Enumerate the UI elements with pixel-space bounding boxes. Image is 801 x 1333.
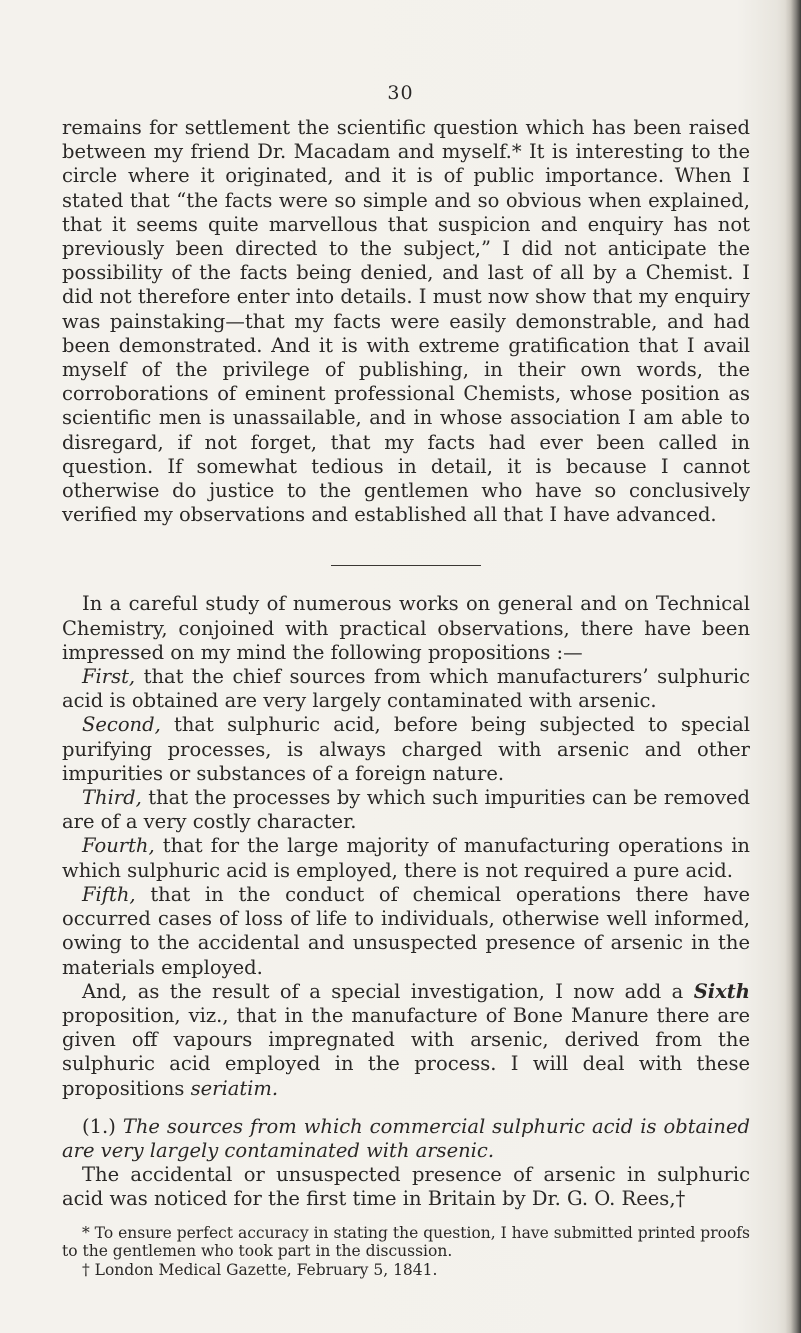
footnote: * To ensure perfect accuracy in stating the question, I have submitted printed proofs to the gentlemen who took part in the discussion. (62, 1223, 750, 1261)
heading-number: (1.) (82, 1114, 123, 1138)
heading-text: The sources from which commercial sulphuric acid is obtained are very largely contaminated with arsenic. (62, 1114, 750, 1162)
section-divider (331, 565, 481, 566)
proposition-second (62, 713, 750, 786)
opening-paragraph: remains for settlement the scientific question which has been raised between my friend Dr. Macadam and myself.* It is interesting to the circle where it originated, and it is of public importance. When I stated that “the facts were so simple and so obvious when explained, that it seems quite marvellous that suspicion and enquiry has not previously been directed to the subject,” I did not anticipate the possibility of the facts being denied, and last of all by a Chemist. I did not therefore enter into details. I must now show that my enquiry was painstaking—that my facts were easily demonstrable, and had been demonstrated. And it is with extreme gratification that I avail myself of the privilege of publishing, in their own words, the corroborations of eminent professional Chemists, whose position as scientific men is unassailable, and in whose association I am able to disregard, if not forget, that my facts had ever been called in question. If somewhat tedious in detail, it is because I cannot otherwise do justice to the gentlemen who have so conclusively verified my observations and established all that I have advanced. (62, 116, 750, 527)
subsection-heading (62, 1115, 750, 1163)
proposition-text: that the chief sources from which manufacturers’ sulphuric acid is obtained are very largely contaminated with arsenic. (62, 665, 750, 713)
proposition-fifth (62, 883, 750, 980)
proposition-sixth (62, 980, 750, 1101)
footnotes (62, 1224, 750, 1280)
proposition-label: Fifth, (82, 882, 136, 906)
proposition-text: proposition, viz., that in the manufacture of Bone Manure there are given off vapours impregnated with arsenic, derived from the sulphuric acid employed in the process. I will deal with these propositions (62, 1003, 750, 1100)
proposition-italic: seriatim. (190, 1076, 279, 1100)
proposition-text: And, as the result of a special investigation, I now add a (82, 979, 694, 1003)
propositions-section (62, 592, 750, 1211)
page-content (62, 116, 750, 1279)
proposition-text: that the processes by which such impurities can be removed are of a very costly character. (62, 786, 750, 834)
page-number: 30 (387, 82, 414, 104)
proposition-text: that in the conduct of chemical operations there have occurred cases of loss of life to individuals, otherwise well informed, owing to the accidental and unsuspected presence of arsenic in the materials employed. (62, 882, 750, 979)
page-edge-shadow (785, 0, 801, 1333)
proposition-label: First, (82, 665, 136, 689)
proposition-text: that for the large majority of manufacturing operations in which sulphuric acid is employed, there is not required a pure acid. (62, 834, 750, 882)
intro-paragraph: In a careful study of numerous works on general and on Technical Chemistry, conjoined with practical observations, there have been impressed on my mind the following propositions :— (62, 592, 750, 664)
proposition-label: Second, (82, 713, 161, 737)
proposition-text: that sulphuric acid, before being subjected to special purifying processes, is always charged with arsenic and other impurities or substances of a foreign nature. (62, 713, 750, 785)
proposition-label: Third, (82, 786, 142, 810)
proposition-label: Fourth, (82, 834, 155, 858)
footnote: † London Medical Gazette, February 5, 1841. (82, 1260, 438, 1279)
proposition-label: Sixth (693, 979, 750, 1003)
proposition-third (62, 786, 750, 834)
proposition-fourth (62, 834, 750, 882)
proposition-first (62, 665, 750, 713)
closing-paragraph: The accidental or unsuspected presence of arsenic in sulphuric acid was noticed for the first time in Britain by Dr. G. O. Rees,† (62, 1163, 750, 1211)
